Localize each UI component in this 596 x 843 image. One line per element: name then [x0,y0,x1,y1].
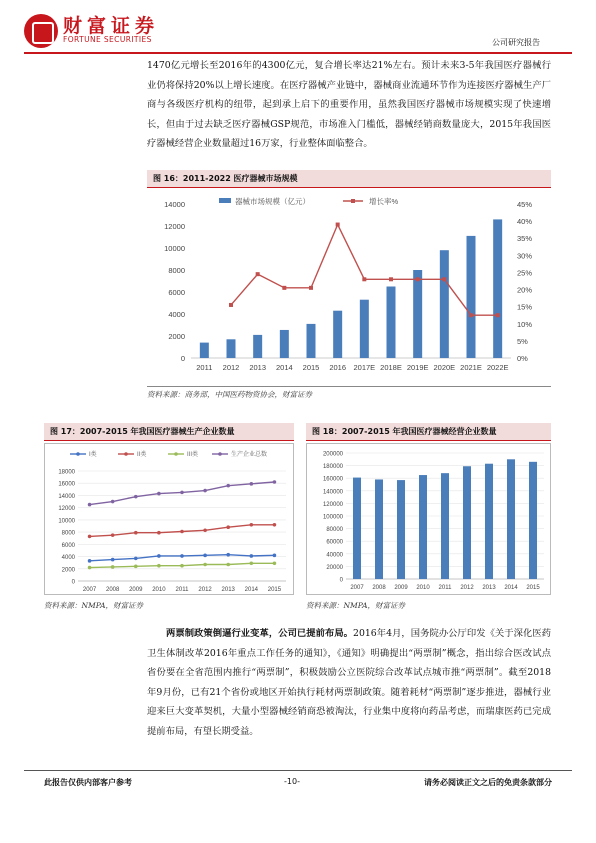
fig18-title: 图 18：2007-2015 年我国医疗器械经营企业数量 [306,423,551,440]
fig16-growth-point [442,277,446,281]
fig17-xtick: 2013 [221,587,235,593]
page-number: -10- [284,777,300,786]
fig16-xtick: 2019E [406,363,429,372]
fig16-caption [147,170,551,188]
fig16-ytick-right: 35% [517,234,533,244]
fig16-chart [147,190,551,386]
fig18-source: 资料来源：NMPA，财富证券 [306,601,406,610]
fig17-frame [45,444,294,595]
fig17-point [134,495,138,499]
fig16-growth-point [496,313,500,317]
fig16-bar [333,311,342,358]
fig16-xtick: 2022E [486,363,509,372]
fig16-growth-point [256,272,260,276]
fig16-title-rule [147,187,551,188]
fig16-xtick: 2017E [353,363,376,372]
fig16-growth-point [336,223,340,227]
fig17-ytick: 6000 [61,542,75,549]
fig16-xtick: 2020E [433,363,456,372]
fig18-bar [507,459,515,579]
fig17-point [88,503,92,507]
fig18-xtick: 2011 [438,585,452,591]
fig18-ytick: 0 [339,577,343,584]
fig16-xtick: 2018E [380,363,402,372]
fig17-point [250,561,254,565]
fig17-source: 资料来源：NMPA，财富证券 [44,601,144,610]
fig17-point [157,554,161,558]
fig16-ytick-right: 10% [517,319,533,329]
fig18-xtick: 2007 [350,585,364,591]
fig17-chart [44,443,294,595]
fig18-xtick: 2012 [460,585,474,591]
fig16-ytick-right: 0% [517,354,528,363]
fig17-xtick: 2011 [175,587,189,593]
fig18-ytick: 60000 [326,539,343,546]
intro-text: 1470亿元增长至2016年的4300亿元，复合增长率达21%左右。预计未来3-5年我国医疗器械行业仍将保持20%以上增长速度。在医疗器械产业链中，器械商业流通环节作为连接医疗器械生产厂商与各级医疗机构的纽带，起到承上启下的重要作用，虽然我国医疗器械市场规模实现了快速增长，但由于过去缺乏医疗器械GSP规范，市场准入门槛低，器械经销商数量庞大，2015年我国医疗器械经营企业数量超过16万家，行业整体面临整合。 [147,60,551,150]
fig16-legend-bar-label: 器械市场规模（亿元） [235,197,310,206]
fig18-ytick: 160000 [322,476,343,483]
footer-divider [24,770,572,771]
fig16-growth-point [389,277,393,281]
fig17-point [88,566,92,570]
fig17-point [226,553,230,557]
fig17-point [250,554,254,558]
fig17-point [134,565,138,569]
fig17-legend-marker [76,452,80,456]
fig17-ytick: 14000 [58,493,75,500]
logo-name-cn: 财富证券 [63,15,160,37]
fig16-bottom-rule [147,386,551,387]
policy-heading: 两票制政策倒逼行业变革，公司已提前布局。 [166,628,354,639]
fig18-ytick: 20000 [326,564,343,571]
fig18-bar [353,478,361,579]
fig17-point [157,492,161,496]
fig16-ytick-left: 12000 [164,222,185,231]
fig16-xtick: 2016 [329,363,347,372]
fig17-point [111,565,115,569]
fig17-point [157,531,161,535]
fig16-legend-line-marker [351,199,355,203]
fig16-bar [467,236,476,358]
fig16-xtick: 2012 [222,363,240,372]
fig16-legend-line-label: 增长率% [369,197,399,206]
fig17-point [226,563,230,567]
logo-name-en: FORTUNE SECURITIES [63,35,152,44]
fig18-xtick: 2008 [372,585,386,591]
fig17-xtick: 2014 [244,587,259,593]
fig17-point [226,525,230,529]
fig17-xtick: 2010 [152,587,166,593]
fig17-point [273,523,277,527]
fig17-xtick: 2015 [267,587,282,593]
fig16-bar [413,270,422,358]
fig17-legend-label: I类 [89,452,97,458]
fig16-growth-point [282,286,286,290]
fig17-point [203,528,207,532]
fig18-xtick: 2010 [416,585,430,591]
fig16-ytick-right: 15% [517,302,533,312]
fig16-bar [253,335,262,358]
fig16-xtick: 2015 [302,363,320,372]
fig16-xtick: 2014 [275,363,293,372]
fig18-ytick: 100000 [322,514,343,521]
fig16-ytick-left: 4000 [168,310,185,319]
fig16-growth-point [309,286,313,290]
fig18-xtick: 2013 [482,585,496,591]
fig16-legend-bar-swatch [219,198,231,203]
fig16-bar [360,300,369,358]
fig17-point [180,491,184,495]
fig16-ytick-right: 45% [517,200,533,209]
fig16-bar [200,343,209,358]
fig16-ytick-left: 6000 [168,288,185,297]
fig16-ytick-left: 14000 [164,200,185,209]
fig17-point [203,563,207,567]
logo-icon [24,14,58,48]
fig17-point [111,500,115,504]
fig18-bar [397,480,405,579]
fig17-ytick: 18000 [58,469,75,476]
fig18-ytick: 140000 [322,489,343,496]
fig17-point [203,554,207,558]
fig17-legend-label: II类 [137,452,147,458]
fig17-ytick: 16000 [58,481,75,488]
fig16-growth-point [362,277,366,281]
fig18-chart [306,443,551,595]
fig17-point [134,557,138,561]
fig18-bar [485,464,493,579]
fig16-ytick-right: 20% [517,285,533,295]
fig17-point [273,480,277,484]
fig16-ytick-right: 5% [517,336,528,346]
policy-paragraph [147,624,551,742]
fig17-point [111,558,115,562]
fig17-legend-marker [174,452,178,456]
fig17-point [203,489,207,493]
fig17-title: 图 17：2007-2015 年我国医疗器械生产企业数量 [44,423,294,440]
fig17-point [180,554,184,558]
fig17-point [88,535,92,539]
fig16-xtick: 2021E [460,363,482,372]
fig18-title-rule [306,440,551,441]
fig16-ytick-left: 0 [180,354,185,363]
fig17-xtick: 2007 [82,587,97,593]
fig18-caption [306,423,551,441]
fig17-xtick: 2008 [105,587,120,593]
fig18-ytick: 200000 [322,451,343,458]
fig17-legend-label: 生产企业总数 [231,452,268,458]
fig16-growth-point [469,313,473,317]
fig17-point [134,531,138,535]
fig16-bar [307,324,316,358]
fig17-point [111,533,115,537]
fig16-bar [227,339,236,358]
fig17-ytick: 4000 [61,555,75,562]
fig16-ytick-left: 10000 [164,244,185,253]
fig18-ytick: 40000 [326,552,343,559]
fig16-xtick: 2013 [249,363,267,372]
fig17-point [273,561,277,565]
fig18-ytick: 80000 [326,527,343,534]
fig18-bar [375,479,383,579]
fig17-xtick: 2009 [129,587,143,593]
fig17-ytick: 10000 [58,518,75,525]
footer-disclaimer: 此报告仅供内部客户参考 [44,778,132,787]
fig17-point [180,530,184,534]
fig16-bar [440,250,449,358]
fig17-point [226,484,230,488]
fig16-xtick: 2011 [196,363,213,372]
fig17-point [157,564,161,568]
fig17-point [250,482,254,486]
fig18-xtick: 2015 [526,585,540,591]
fig16-source: 资料来源：商务部，中国医药物资协会，财富证券 [147,390,312,399]
fig17-legend-marker [124,452,128,456]
fig17-legend-marker [218,452,222,456]
intro-paragraph [147,56,551,154]
header-divider [24,52,572,54]
fig16-bar [280,330,289,358]
fig18-ytick: 180000 [322,464,343,471]
fig17-xtick: 2012 [198,587,212,593]
fig18-bar [441,473,449,579]
fig18-bar [463,466,471,579]
fig17-legend-label: III类 [187,452,199,458]
fig16-ytick-right: 30% [517,251,533,261]
fig17-caption [44,423,294,441]
fig16-ytick-left: 2000 [168,332,185,341]
fig16-ytick-left: 8000 [168,266,185,275]
fig18-bar [529,462,537,579]
fig18-xtick: 2009 [394,585,408,591]
fig16-growth-point [229,303,233,307]
fig17-point [250,523,254,527]
fig16-growth-point [416,277,420,281]
fig16-ytick-right: 40% [517,217,533,227]
fig17-ytick: 0 [71,579,75,586]
fig16-title: 图 16：2011-2022 医疗器械市场规模 [147,170,551,187]
fig16-bar [387,287,396,359]
fig17-title-rule [44,440,294,441]
fig17-ytick: 8000 [61,530,75,537]
fig18-ytick: 120000 [322,501,343,508]
fig18-xtick: 2014 [504,585,518,591]
fig17-point [273,554,277,558]
policy-text: 2016年4月，国务院办公厅印发《关于深化医药卫生体制改革2016年重点工作任务的通知》，《通知》明确提出“两票制”概念，指出综合医改试点省份要在全省范围内推行“两票制”，积极鼓励公立医院综合改革试点城市推“两票制”。截至2018年9月份，已有21个省份或地区开始执行耗材两票制政策。随着耗材“两票制”逐步推进，器械行业迎来巨大变革契机，大量小型器械经销商恐被淘汰，行业集中度将向药品考虑，而瑞康医药已完成提前布局，有望长期受益。 [147,628,551,737]
fig17-point [180,564,184,568]
fig16-bar [493,219,502,358]
report-type: 公司研究报告 [492,38,540,47]
fig18-bar [419,475,427,579]
fig17-point [88,559,92,563]
fig17-ytick: 12000 [58,506,75,513]
fig17-ytick: 2000 [61,567,75,574]
footer-notice: 请务必阅读正文之后的免责条款部分 [424,778,552,787]
fig16-ytick-right: 25% [517,268,533,278]
